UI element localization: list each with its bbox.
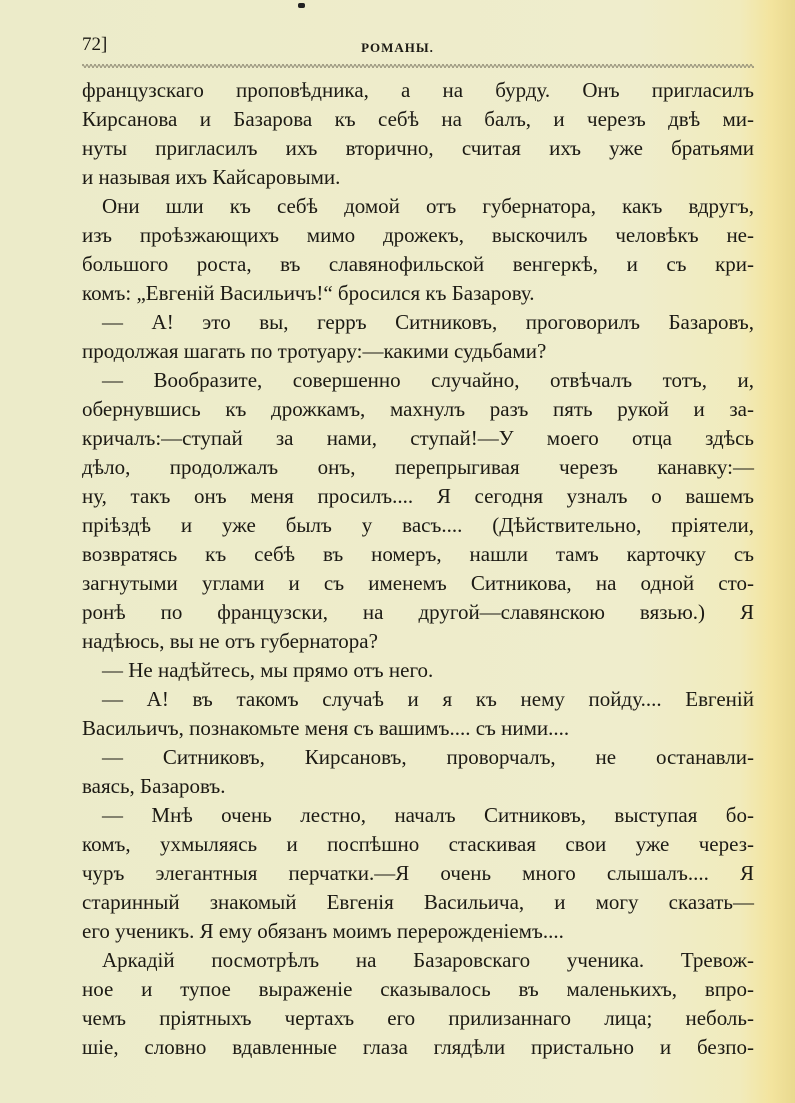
text-line: кричалъ:—ступай за нами, ступай!—У моего отца здѣсь (82, 426, 754, 450)
text-line: и называя ихъ Кайсаровыми. (82, 165, 341, 189)
text-line: ронѣ по французски, на другой—славянскою вязью.) Я (82, 600, 754, 624)
text-line: изъ проѣзжающихъ мимо дрожекъ, выскочилъ человѣкъ не- (82, 223, 754, 247)
text-line: комъ: „Евгеній Васильичъ!“ бросился къ Базарову. (82, 281, 535, 305)
text-line: пріѣздѣ и уже былъ у васъ.... (Дѣйствительно, пріятели, (82, 513, 754, 537)
text-line: ну, такъ онъ меня просилъ.... Я сегодня узналъ о вашемъ (82, 484, 754, 508)
text-line: — А! это вы, герръ Ситниковъ, проговорилъ Базаровъ, (102, 310, 754, 334)
text-line: шіе, словно вдавленные глаза глядѣли пристально и безпо- (82, 1035, 754, 1059)
page-number: 72] (82, 34, 108, 55)
text-line: французскаго проповѣдника, а на бурду. Онъ пригласилъ (82, 78, 754, 102)
text-line: комъ, ухмыляясь и поспѣшно стаскивая свои уже через- (82, 832, 754, 856)
text-line: — Мнѣ очень лестно, началъ Ситниковъ, выступая бо- (102, 803, 754, 827)
text-line: обернувшись къ дрожкамъ, махнулъ разъ пять рукой и за- (82, 397, 754, 421)
text-line: его ученикъ. Я ему обязанъ моимъ перерожденіемъ.... (82, 919, 564, 943)
text-line: Кирсанова и Базарова къ себѣ на балъ, и черезъ двѣ ми- (82, 107, 754, 131)
text-line: — Вообразите, совершенно случайно, отвѣчалъ тотъ, и, (102, 368, 754, 392)
text-line: нуты пригласилъ ихъ вторично, считая ихъ уже братьями (82, 136, 754, 160)
text-line: ное и тупое выраженіе сказывалось въ маленькихъ, впро- (82, 977, 754, 1001)
text-line: Аркадій посмотрѣлъ на Базаровскаго ученика. Тревож- (102, 948, 754, 972)
text-line: большого роста, въ славянофильской венгеркѣ, и съ кри- (82, 252, 754, 276)
text-line: загнутыми углами и съ именемъ Ситникова, на одной сто- (82, 571, 754, 595)
text-line: чемъ пріятныхъ чертахъ его прилизаннаго лица; неболь- (82, 1006, 754, 1030)
text-line: старинный знакомый Евгенія Васильича, и могу сказать— (82, 890, 754, 914)
text-line: надѣюсь, вы не отъ губернатора? (82, 629, 378, 653)
text-line: — А! въ такомъ случаѣ и я къ нему пойду.... Евгеній (102, 687, 754, 711)
running-title: РОМАНЫ. (361, 40, 434, 55)
text-line: возвратясь къ себѣ въ номеръ, нашли тамъ карточку съ (82, 542, 754, 566)
scan-mark (298, 3, 305, 8)
text-line: — Не надѣйтесь, мы прямо отъ него. (102, 658, 434, 682)
text-line: — Ситниковъ, Кирсановъ, проворчалъ, не останавли- (102, 745, 754, 769)
text-line: продолжая шагать по тротуару:—какими судьбами? (82, 339, 547, 363)
text-line: дѣло, продолжалъ онъ, перепрыгивая черезъ канавку:— (82, 455, 754, 479)
body-text (82, 76, 754, 1062)
text-line: Васильичъ, познакомьте меня съ вашимъ.... съ ними.... (82, 716, 570, 740)
text-line: чуръ элегантныя перчатки.—Я очень много слышалъ.... Я (82, 861, 754, 885)
text-line: Они шли къ себѣ домой отъ губернатора, какъ вдругъ, (102, 194, 754, 218)
wavy-rule (82, 63, 754, 69)
text-line: ваясь, Базаровъ. (82, 774, 226, 798)
